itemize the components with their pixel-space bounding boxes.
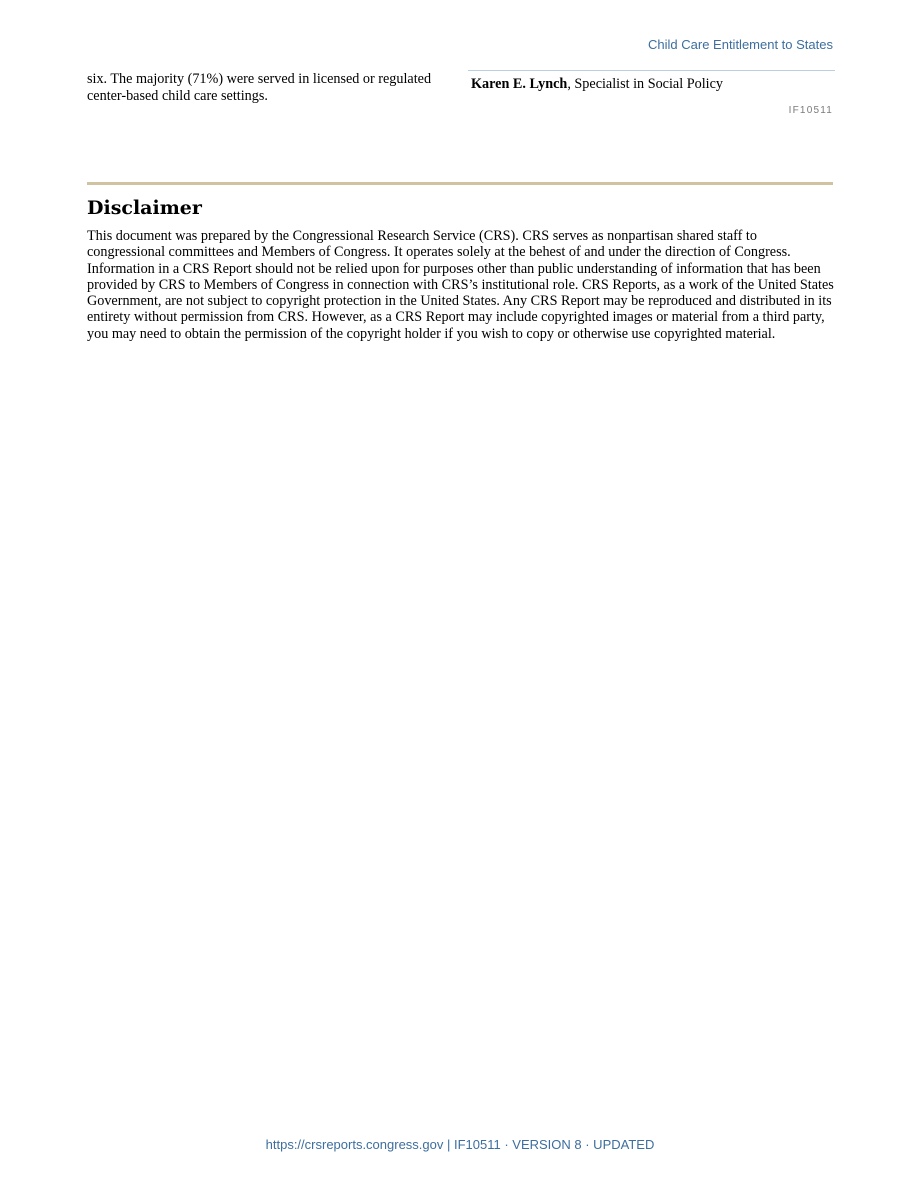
disclaimer-heading: Disclaimer	[87, 197, 202, 219]
footer-link[interactable]: https://crsreports.congress.gov | IF10511 · VERSION 8 · UPDATED	[265, 1137, 655, 1152]
author-name: Karen E. Lynch	[471, 76, 568, 92]
running-header-title: Child Care Entitlement to States	[648, 37, 833, 52]
author-title: , Specialist in Social Policy	[567, 76, 723, 92]
product-code: IF10511	[788, 105, 833, 116]
body-text-fragment: six. The majority (71%) were served in licensed or regulated center-based child care settings.	[87, 71, 432, 104]
disclaimer-text: This document was prepared by the Congressional Research Service (CRS). CRS serves as nonpartisan shared staff to congressional committees and Members of Congress. It operates solely at the behest of and under the direction of Congress. Information in a CRS Report should not be relied upon for purposes other than public understanding of information that has been provided by CRS to Members of Congress in connection with CRS’s institutional role. CRS Reports, as a work of the United States Government, are not subject to copyright protection in the United States. Any CRS Report may be reproduced and distributed in its entirety without permission from CRS. However, as a CRS Report may include copyrighted images or material from a third party, you may need to obtain the permission of the copyright holder if you wish to copy or otherwise use copyrighted material.	[87, 228, 834, 342]
section-divider	[87, 182, 833, 185]
author-divider	[468, 70, 835, 71]
author-line	[471, 76, 723, 93]
